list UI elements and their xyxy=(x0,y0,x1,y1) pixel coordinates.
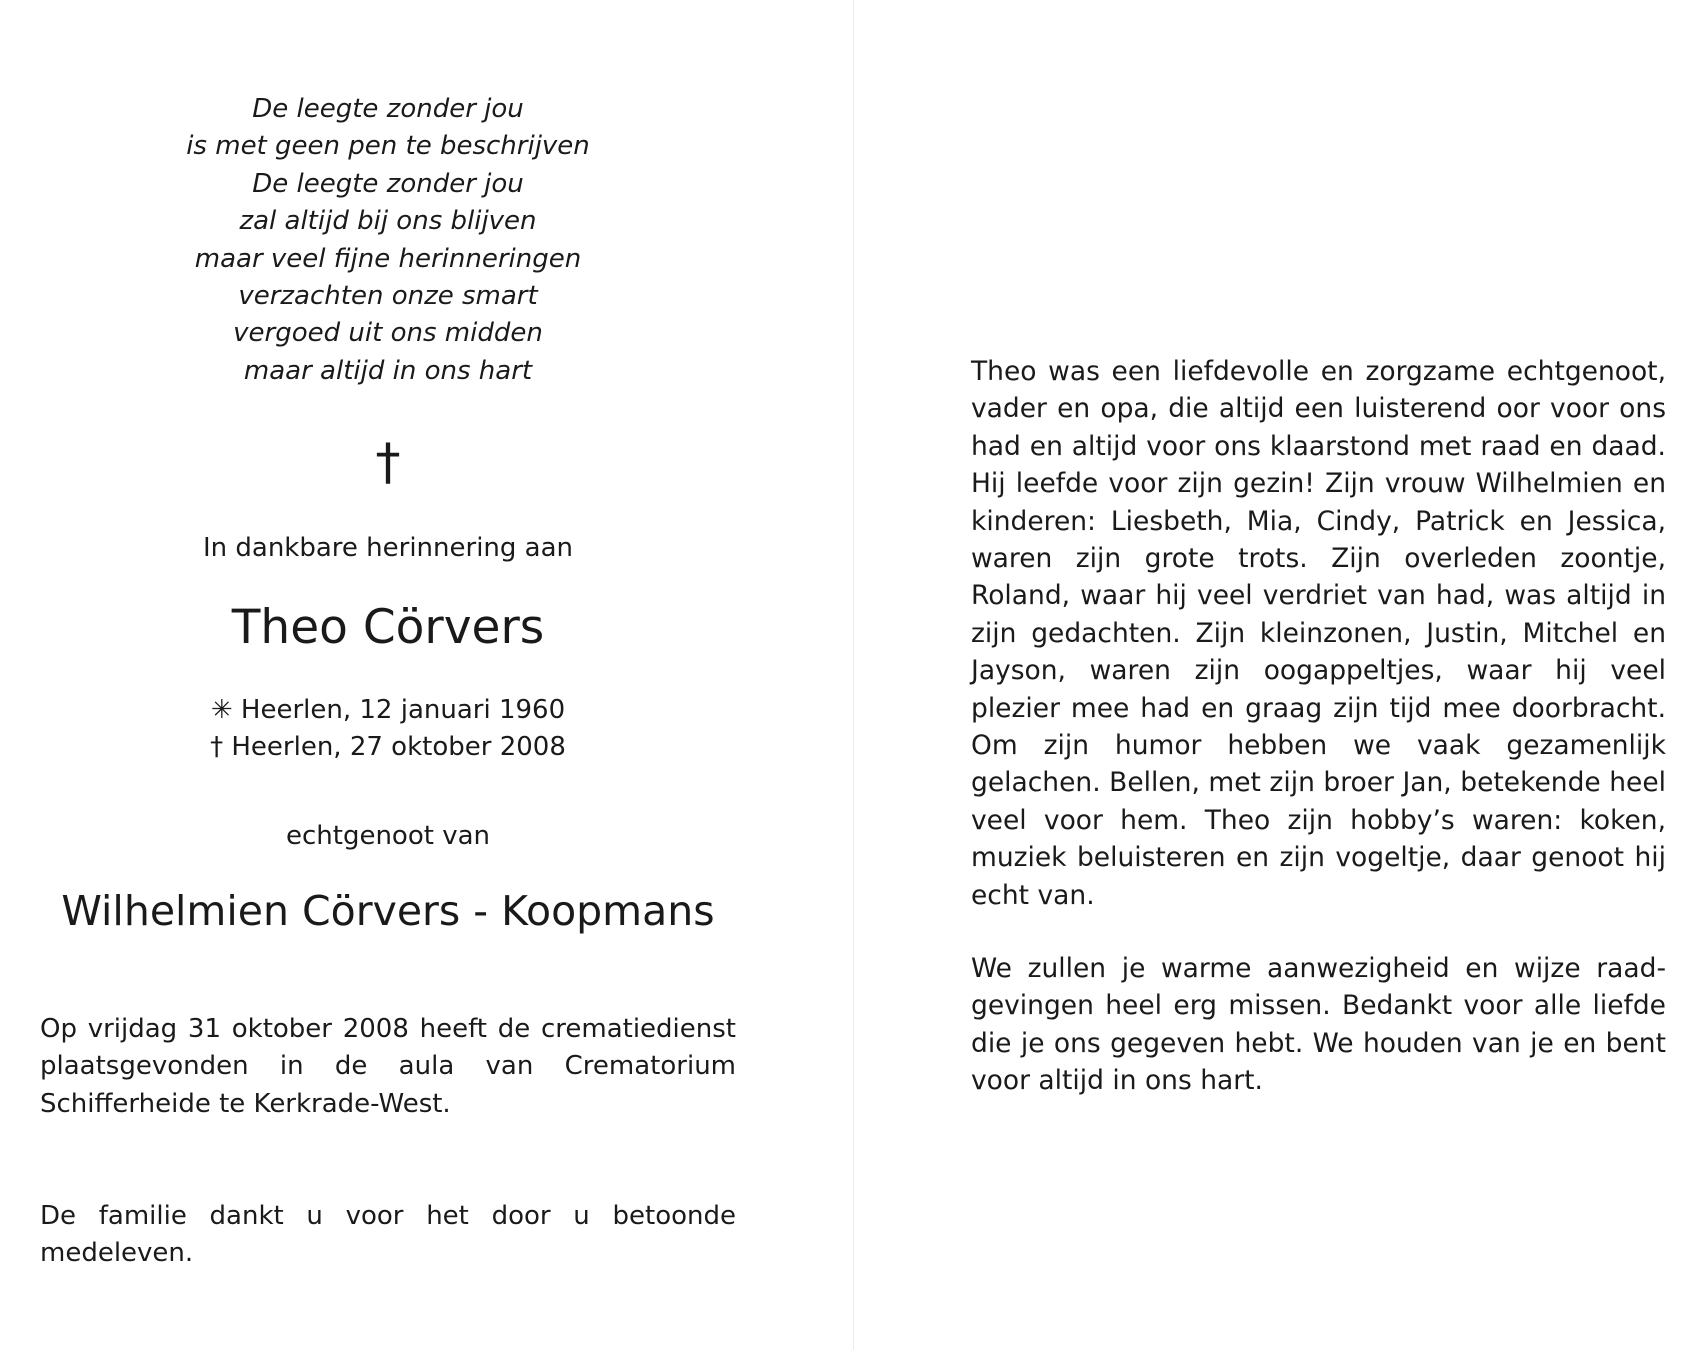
spouse-intro: echtgenoot van xyxy=(285,821,490,851)
poem-line: zal altijd bij ons blijven xyxy=(239,206,537,237)
memorial-intro: In dankbare herinnering aan xyxy=(202,533,574,563)
spouse-name: Wilhelmien Cörvers - Koopmans xyxy=(61,887,715,935)
poem-line: De leegte zonder jou xyxy=(252,168,524,199)
poem-line: vergoed uit ons midden xyxy=(233,318,543,349)
poem-line: De leegte zonder jou xyxy=(252,94,524,124)
death-date: † Heerlen, 27 oktober 2008 xyxy=(210,732,566,762)
tribute-paragraph: Theo was een liefdevolle en zorgzame echtgenoot, vader en opa, die altijd een luisterend oor voor ons had en altijd voor ons klaarstond met raad en daad. Hij leefde voor zijn gezin! Zijn vrouw Wilhelmien en kinderen: Liesbeth, Mia, Cindy, Patrick en Jessica, waren zijn grote trots. Zijn overleden zoontje, Roland, waar hij veel verdriet van had, was altijd in zijn gedachten. Zijn kleinzonen, Justin, Mitchel en Jayson, waren zijn oogappeltjes, waar hij veel plezier mee had en graag zijn tijd mee doorbracht. Om zijn humor hebben we vaak gezamenlijk gelachen. Bellen, met zijn broer Jan, betekende heel veel voor hem. Theo zijn hobby’s waren: koken, muziek beluisteren en zijn vogeltje, daar genoot hij echt van. xyxy=(971,356,1666,911)
birth-date: ✳ Heerlen, 12 januari 1960 xyxy=(210,695,566,725)
cross-icon: † xyxy=(375,433,401,491)
poem-line: maar veel fijne herinneringen xyxy=(194,243,582,274)
poem-line: maar altijd in ons hart xyxy=(243,355,533,386)
poem-line: verzachten onze smart xyxy=(238,281,538,312)
poem xyxy=(40,91,736,390)
card-fold-line xyxy=(853,0,854,1350)
poem-line: is met geen pen te beschrijven xyxy=(186,131,590,162)
deceased-name: Theo Cörvers xyxy=(231,600,545,655)
life-dates xyxy=(40,692,736,766)
farewell-paragraph: We zullen je warme aanwezigheid en wijze raadgevingen heel erg missen. Bedankt voor alle liefde die je ons gegeven hebt. We houden van je en bent voor altijd in ons hart. xyxy=(971,953,1666,1097)
thanks-paragraph: De familie dankt u voor het door u betoonde medeleven. xyxy=(40,1201,736,1269)
service-paragraph: Op vrijdag 31 oktober 2008 heeft de crematiedienst plaatsgevonden in de aula van Crematorium Schifferheide te Kerkrade-West. xyxy=(40,1014,736,1119)
